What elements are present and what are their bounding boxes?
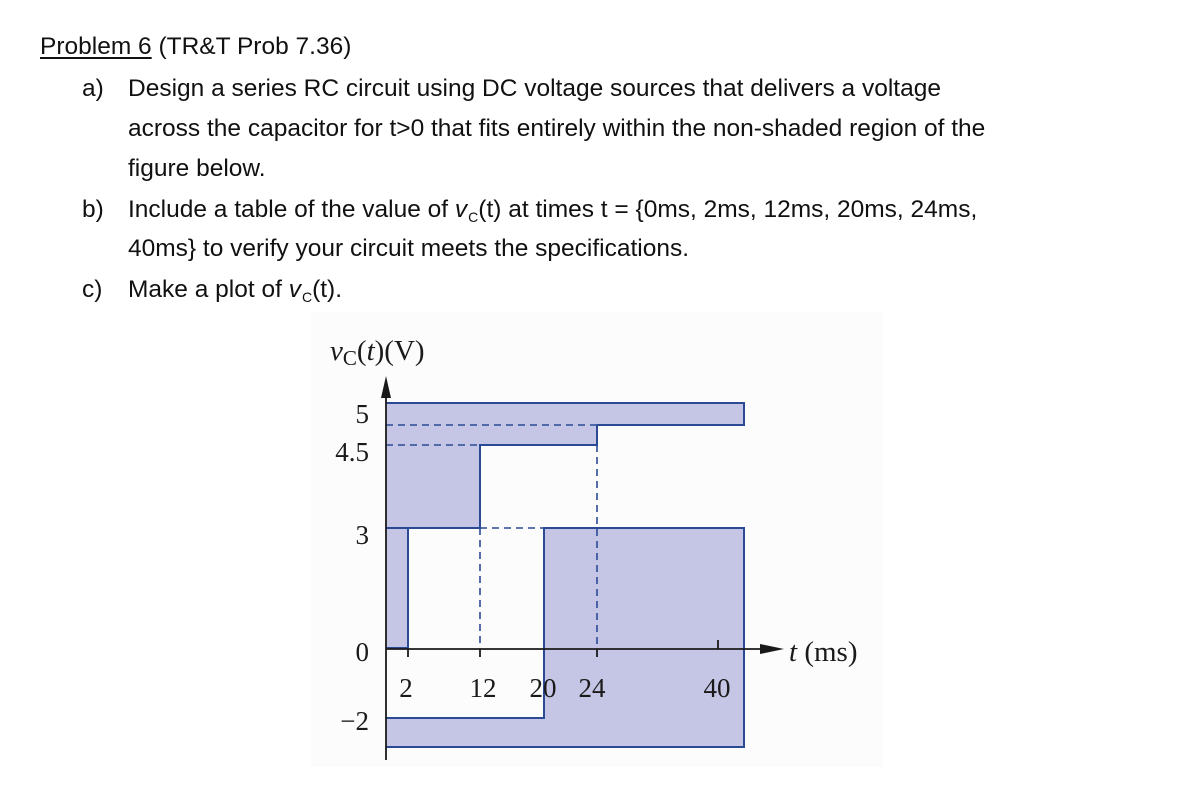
part-c-line-1 <box>128 273 342 314</box>
x-tick-label-20: 20 <box>529 673 557 703</box>
vc-subscript: C <box>301 289 313 305</box>
part-b-line-1 <box>128 193 977 234</box>
x-axis-label: t (ms) <box>789 636 858 668</box>
part-b-text-times: (t) at times t = {0ms, 2ms, 12ms, 20ms, 24ms, <box>478 196 978 223</box>
lower-forbidden-region <box>386 528 744 747</box>
vc-envelope-chart <box>311 312 883 767</box>
problem-number: Problem 6 <box>40 33 152 60</box>
part-b-text: Include a table of the value of <box>128 196 455 223</box>
x-tick-label-12: 12 <box>469 673 497 703</box>
vc-variable: v <box>454 196 468 223</box>
part-c-text-end: (t). <box>312 276 343 303</box>
y-tick-label-5: 5 <box>355 399 369 429</box>
x-tick-label-24: 24 <box>578 673 606 703</box>
vc-subscript: C <box>468 209 479 225</box>
vc-envelope-figure <box>311 312 883 767</box>
forbidden-region-fill <box>386 403 744 747</box>
part-b-line-2: 40ms} to verify your circuit meets the specifications. <box>128 235 689 262</box>
part-a-line-3: figure below. <box>128 155 266 182</box>
part-c-marker: c) <box>82 276 103 303</box>
x-axis-arrow-icon <box>760 644 784 654</box>
lower-forbidden-region-start <box>386 528 408 648</box>
vc-variable: v <box>288 276 301 303</box>
y-tick-label-0: 0 <box>355 637 369 667</box>
part-b-marker: b) <box>82 196 104 223</box>
part-a-marker: a) <box>82 75 104 102</box>
x-tick-label-40: 40 <box>703 673 731 703</box>
y-tick-label-4-5: 4.5 <box>335 437 369 467</box>
y-axis-arrow-icon <box>381 376 391 398</box>
problem-title <box>40 30 351 64</box>
x-tick-label-2: 2 <box>399 673 413 703</box>
problem-reference: (TR&T Prob 7.36) <box>151 33 352 60</box>
part-a-line-1: Design a series RC circuit using DC voltage sources that delivers a voltage <box>128 75 941 102</box>
y-tick-labels <box>335 399 369 736</box>
y-tick-label-3: 3 <box>355 520 369 550</box>
part-c-text: Make a plot of <box>128 276 289 303</box>
part-a-line-2: across the capacitor for t>0 that fits entirely within the non-shaded region of the <box>128 115 986 142</box>
y-tick-label-neg2: −2 <box>340 706 369 736</box>
y-axis-label: vC(t)(V) <box>330 335 425 370</box>
upper-forbidden-region <box>386 403 744 528</box>
